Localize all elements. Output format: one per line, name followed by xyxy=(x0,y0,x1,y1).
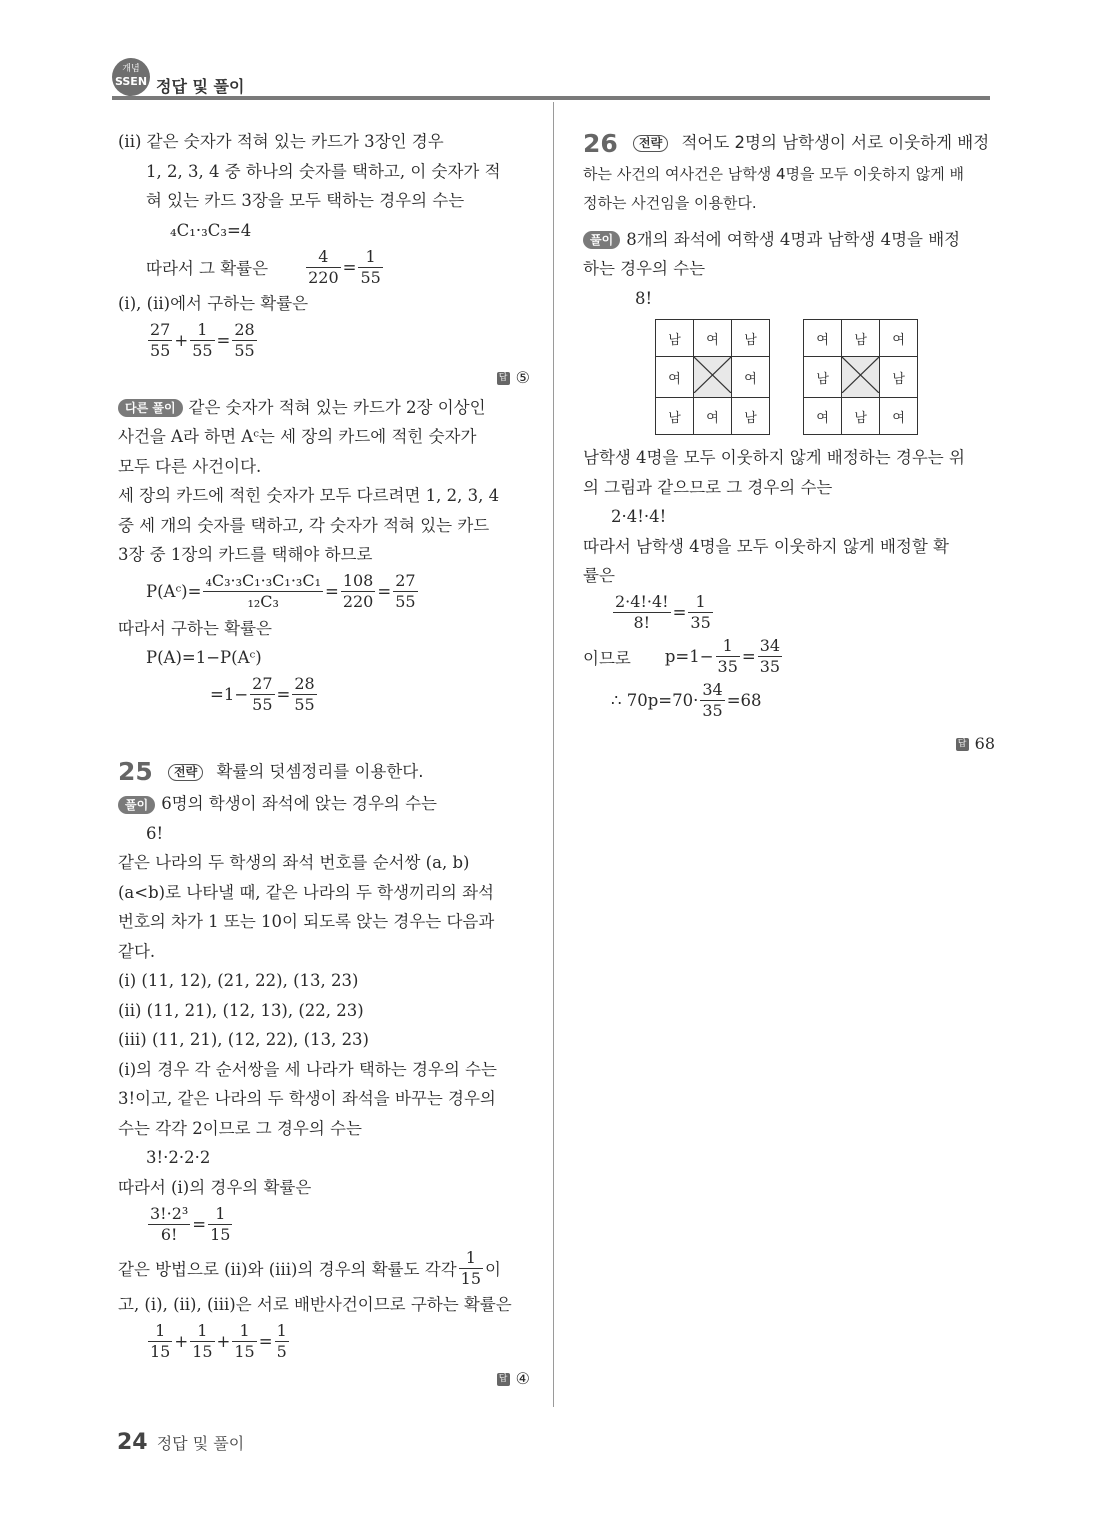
formula-line: P(A)=1−P(Aᶜ) xyxy=(146,648,262,667)
seat-cell: 남 xyxy=(732,320,770,357)
text-line: 수는 각각 2이므로 그 경우의 수는 xyxy=(118,1118,362,1138)
text-line: 같다. xyxy=(118,941,156,961)
seat-cell: 여 xyxy=(880,398,918,435)
page-number: 24 xyxy=(117,1430,148,1455)
fraction: $\frac{34}{35}$ xyxy=(702,680,723,720)
text-line: 3장 중 1장의 카드를 택해야 하므로 xyxy=(118,545,373,564)
seat-cell: 남 xyxy=(842,320,880,357)
formula-text: 따라서 그 확률은 xyxy=(146,259,269,278)
answer-icon: 답 xyxy=(497,372,510,385)
operator: + xyxy=(174,1332,189,1351)
answer-icon: 답 xyxy=(956,738,969,751)
text-line: 고, (i), (ii), (iii)은 서로 배반사건이므로 구하는 확률은 xyxy=(118,1295,512,1314)
text-line: 1, 2, 3, 4 중 하나의 숫자를 택하고, 이 숫자가 적 xyxy=(146,161,501,181)
text-line: 남학생 4명을 모두 이웃하지 않게 배정하는 경우는 위 xyxy=(583,448,965,467)
text-line: 중 세 개의 숫자를 택하고, 각 숫자가 적혀 있는 카드 xyxy=(118,515,490,535)
seat-cell: 여 xyxy=(656,357,694,398)
formula-text: 이므로 xyxy=(583,648,631,668)
alt-solution-badge: 다른 풀이 xyxy=(118,399,183,417)
operator: = xyxy=(192,1214,207,1234)
formula-text: =1− xyxy=(210,685,249,704)
text-line: 세 장의 카드에 적힌 숫자가 모두 다르려면 1, 2, 3, 4 xyxy=(118,486,500,505)
fraction: 1 15 xyxy=(460,1247,481,1288)
text-line: 혀 있는 카드 3장을 모두 택하는 경우의 수는 xyxy=(146,191,465,210)
strategy-badge: 전략 xyxy=(168,764,203,781)
formula-line: 3!·2·2·2 xyxy=(146,1148,211,1167)
strategy-badge: 전략 xyxy=(633,135,668,152)
text-line: 사건을 A라 하면 Aᶜ는 세 장의 카드에 적힌 숫자가 xyxy=(118,427,477,446)
column-divider xyxy=(553,102,554,1407)
formula-line: 6! xyxy=(146,823,164,843)
operator: = xyxy=(258,1332,273,1351)
problem-25-header xyxy=(118,755,530,790)
strategy-text: 확률의 덧셈정리를 이용한다. xyxy=(216,761,424,781)
page-footer xyxy=(117,1430,244,1455)
formula-text: p=1− xyxy=(664,647,714,666)
text-line: 번호의 차가 1 또는 10이 되도록 앉는 경우는 다음과 xyxy=(118,912,495,931)
footer-text: 정답 및 풀이 xyxy=(156,1434,245,1453)
fraction: $\frac{\text{3!·2³}}{6!}$ xyxy=(150,1203,189,1244)
solution-badge: 풀이 xyxy=(583,231,620,249)
text-line xyxy=(583,225,995,255)
formula-line xyxy=(583,591,995,635)
seat-cell: 여 xyxy=(694,398,732,435)
text-line: (iii) (11, 21), (12, 22), (13, 23) xyxy=(118,1030,369,1049)
operator: + xyxy=(216,1332,231,1351)
logo-top: 개념 xyxy=(122,64,140,74)
fraction: $\frac{1}{15}$ xyxy=(234,1321,255,1361)
problem-26-header xyxy=(583,127,995,160)
seating-grid xyxy=(655,319,770,435)
answer xyxy=(118,1364,530,1394)
header-rule xyxy=(112,96,990,100)
seating-grid xyxy=(803,319,918,435)
answer xyxy=(583,729,995,759)
operator: = xyxy=(741,647,756,666)
answer-value: ④ xyxy=(515,1368,530,1388)
logo-bottom: SSEN xyxy=(114,75,148,88)
formula-line xyxy=(118,1320,530,1364)
formula-text: 이 xyxy=(485,1260,501,1279)
seat-cell: 남 xyxy=(656,398,694,435)
formula-line xyxy=(118,319,530,363)
formula-text: P(Aᶜ)= xyxy=(146,582,202,601)
strategy-text: 정하는 사건임을 이용한다. xyxy=(583,194,757,212)
fraction: $\frac{1}{55}$ xyxy=(192,320,213,360)
text-line xyxy=(118,789,530,819)
formula-line xyxy=(118,673,530,717)
answer-value: 68 xyxy=(974,733,995,753)
seat-cell: 여 xyxy=(694,320,732,357)
seating-diagrams xyxy=(583,313,995,443)
text-line: (i)의 경우 각 순서쌍을 세 나라가 택하는 경우의 수는 xyxy=(118,1059,497,1079)
seat-cell: 여 xyxy=(732,357,770,398)
text: 8개의 좌석에 여학생 4명과 남학생 4명을 배정 xyxy=(626,229,961,249)
page-header xyxy=(112,58,992,104)
operator: = xyxy=(672,603,687,622)
text-line: 따라서 구하는 확률은 xyxy=(118,618,272,638)
operator: = xyxy=(342,257,357,277)
seat-cell: 여 xyxy=(880,320,918,357)
fraction: $\frac{27}{55}$ xyxy=(252,674,273,714)
text-line: 하는 경우의 수는 xyxy=(583,259,706,278)
seat-cell: 남 xyxy=(842,398,880,435)
cross-icon xyxy=(842,357,879,393)
text: 6명의 학생이 좌석에 앉는 경우의 수는 xyxy=(161,794,437,813)
fraction: 1 15 xyxy=(150,1321,171,1361)
fraction: $\frac{1}{35}$ xyxy=(717,636,738,676)
text-line: 같은 나라의 두 학생의 좌석 번호를 순서쌍 (a, b) xyxy=(118,853,470,872)
fraction: $\frac{\text{₄C₃·₃C₁·₃C₁·₃C₁}}{\text{₁₂C₃}}$ xyxy=(205,571,321,611)
text-line: (i), (ii)에서 구하는 확률은 xyxy=(118,294,309,313)
formula-line: 8! xyxy=(635,288,653,308)
fraction: $\frac{27}{55}$ xyxy=(395,571,416,611)
formula-line: 2·4!·4! xyxy=(611,507,667,526)
text-line: (a<b)로 나타낼 때, 같은 나라의 두 학생끼리의 좌석 xyxy=(118,882,494,902)
answer-value: ⑤ xyxy=(515,367,530,387)
seat-cell: 남 xyxy=(732,398,770,435)
fraction: $\frac{1}{5}$ xyxy=(276,1321,287,1361)
text-line: 3!이고, 같은 나라의 두 학생이 좌석을 바꾸는 경우의 xyxy=(118,1089,496,1108)
brand-logo xyxy=(112,58,150,96)
text-line: 률은 xyxy=(583,566,615,585)
cross-icon xyxy=(694,357,731,393)
right-column xyxy=(583,127,995,759)
seat-cell: 여 xyxy=(804,398,842,435)
left-column xyxy=(118,127,530,1394)
text-line: (ii) 같은 숫자가 적혀 있는 카드가 3장인 경우 xyxy=(118,132,444,151)
formula-line xyxy=(118,570,530,614)
problem-number: 25 xyxy=(118,757,153,786)
text-line: 의 그림과 같으므로 그 경우의 수는 xyxy=(583,477,833,497)
blocked-seat xyxy=(842,357,880,398)
strategy-text: 하는 사건의 여사건은 남학생 4명을 모두 이웃하지 않게 배 xyxy=(583,164,964,183)
operator: = xyxy=(377,582,392,601)
formula-line xyxy=(118,245,530,289)
text: 같은 숫자가 적혀 있는 카드가 2장 이상인 xyxy=(188,397,486,417)
fraction: $\frac{2\cdot 4!\cdot 4!}{8!}$ xyxy=(615,592,669,632)
text-line: (i) (11, 12), (21, 22), (13, 23) xyxy=(118,971,359,990)
fraction: 27 55 xyxy=(150,320,171,360)
header-title: 정답 및 풀이 xyxy=(156,77,245,96)
text-line xyxy=(118,393,530,423)
fraction: $\frac{4}{220}$ xyxy=(308,246,339,287)
answer-icon: 답 xyxy=(497,1373,510,1386)
operator: = xyxy=(216,331,231,350)
operator: + xyxy=(174,331,189,350)
fraction: $\frac{1}{15}$ xyxy=(192,1321,213,1361)
formula-text: ∴ 70p=70· xyxy=(611,691,699,710)
fraction: $\frac{1}{55}$ xyxy=(360,246,381,287)
formula-line: ₄C₁·₃C₃=4 xyxy=(170,220,252,240)
text-line: 따라서 남학생 4명을 모두 이웃하지 않게 배정할 확 xyxy=(583,536,949,556)
strategy-text: 적어도 2명의 남학생이 서로 이웃하게 배정 xyxy=(681,133,990,152)
fraction: $\frac{108}{220}$ xyxy=(342,571,374,611)
seat-cell: 남 xyxy=(880,357,918,398)
fraction: $\frac{28}{55}$ xyxy=(234,320,255,360)
seat-cell: 남 xyxy=(804,357,842,398)
formula-line xyxy=(583,679,995,723)
seat-cell: 여 xyxy=(804,320,842,357)
problem-number: 26 xyxy=(583,128,618,158)
formula-text: =68 xyxy=(726,691,762,710)
formula-text: 같은 방법으로 (ii)와 (iii)의 경우의 확률도 각각 xyxy=(118,1260,457,1279)
formula-line xyxy=(118,1246,530,1290)
formula-line xyxy=(118,1202,530,1246)
solution-badge: 풀이 xyxy=(118,796,155,814)
fraction: $\frac{1}{35}$ xyxy=(690,592,711,632)
answer xyxy=(118,363,530,393)
fraction: $\frac{34}{35}$ xyxy=(759,636,781,676)
fraction: $\frac{1}{15}$ xyxy=(210,1203,231,1244)
formula-line xyxy=(583,635,995,679)
text-line: 모두 다른 사건이다. xyxy=(118,456,262,476)
text-line: 따라서 (i)의 경우의 확률은 xyxy=(118,1177,312,1197)
seat-cell: 남 xyxy=(656,320,694,357)
operator: = xyxy=(276,685,291,704)
fraction: $\frac{28}{55}$ xyxy=(294,674,315,714)
text-line: (ii) (11, 21), (12, 13), (22, 23) xyxy=(118,1000,364,1020)
blocked-seat xyxy=(694,357,732,398)
operator: = xyxy=(324,582,339,601)
